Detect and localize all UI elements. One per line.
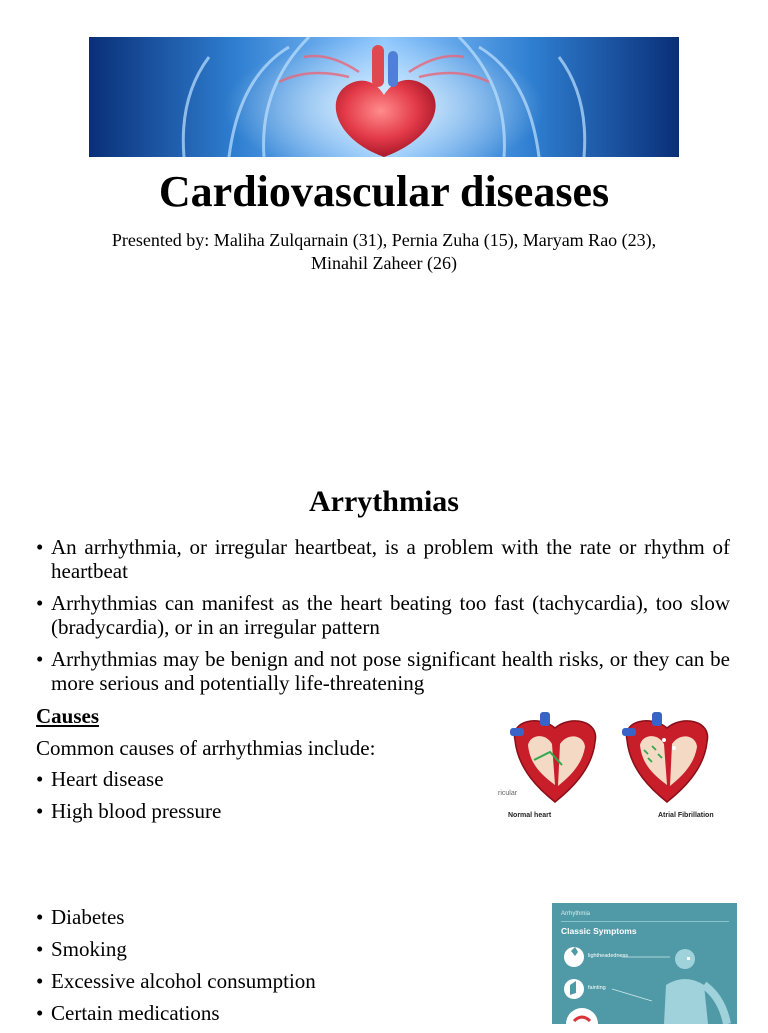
infographic-title: Classic Symptoms — [561, 926, 637, 936]
symptom-lightheadedness: lightheadedness — [588, 953, 629, 959]
slide-subtitle: Presented by: Maliha Zulqarnain (31), Pernia Zuha (15), Maryam Rao (23), Minahil Zaheer (26) — [111, 230, 657, 273]
causes-intro: Common causes of arrhythmias include: — [36, 736, 376, 760]
causes-list-continued — [36, 905, 496, 1033]
diagram-side-label: ricular — [498, 790, 518, 797]
heart-comparison-diagram — [500, 710, 738, 825]
list-item: • Arrhythmias may be benign and not pose significant health risks, or they can be more serious and potentially life-threatening — [36, 647, 730, 695]
causes-list — [36, 767, 496, 831]
list-item: • Heart disease — [36, 767, 496, 791]
list-item: • Diabetes — [36, 905, 496, 929]
list-item: • Certain medications — [36, 1001, 496, 1025]
section-heading: Arrythmias — [309, 485, 459, 518]
list-item: • Arrhythmias can manifest as the heart beating too fast (tachycardia), too slow (bradycardia), or in an irregular pattern — [36, 591, 730, 639]
slide-title: Cardiovascular diseases — [158, 167, 610, 216]
infographic-small-title: Arrhythmia — [561, 911, 591, 917]
list-item: • Excessive alcohol consumption — [36, 969, 496, 993]
symptom-fainting: fainting — [588, 985, 606, 991]
list-item: • An arrhythmia, or irregular heartbeat, is a problem with the rate or rhythm of heartbeat — [36, 535, 730, 583]
atrial-fibrillation-label: Atrial Fibrillation — [658, 812, 714, 819]
list-item: • Smoking — [36, 937, 496, 961]
normal-heart-label: Normal heart — [508, 812, 552, 819]
list-item: • High blood pressure — [36, 799, 496, 823]
symptoms-infographic — [552, 903, 737, 1024]
arrhythmia-bullet-list — [36, 535, 730, 703]
heart-banner-image — [89, 37, 679, 157]
infographic-illustration — [552, 903, 737, 1024]
causes-heading: Causes — [36, 704, 100, 728]
